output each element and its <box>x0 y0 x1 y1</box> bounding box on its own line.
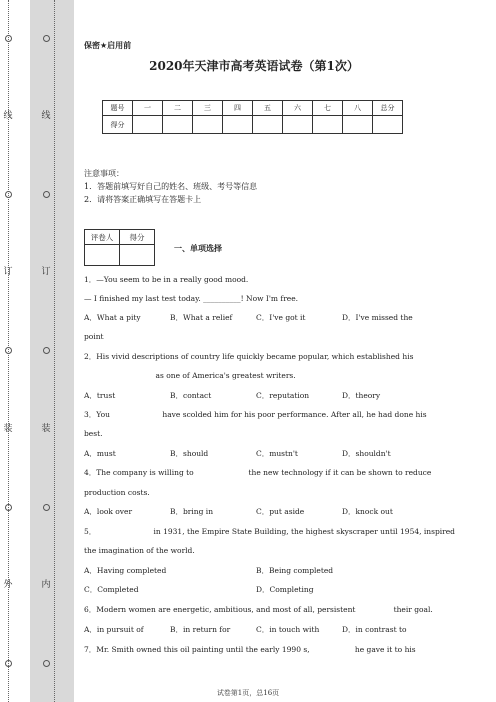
margin-char: 订 <box>41 267 51 278</box>
score-head-cell: 四 <box>223 101 253 116</box>
option-d[interactable]: D．Completing <box>256 585 314 594</box>
option-d[interactable]: D．shouldn't <box>342 449 391 458</box>
question-stem: 7．Mr. Smith owned this oil painting until the early 1990 s, he gave it to his <box>84 645 416 654</box>
section-title: 一、单项选择 <box>174 243 222 253</box>
question-stem: as one of America's greatest writers. <box>84 371 296 380</box>
margin-char: 订 <box>3 267 13 278</box>
grader-cell <box>85 245 120 266</box>
option-c[interactable]: C．put aside <box>256 507 305 516</box>
score-cell <box>133 116 163 134</box>
score-label: 得分 <box>120 230 155 245</box>
binding-hole-icon <box>43 347 50 354</box>
question-stem: best. <box>84 429 103 438</box>
option-b[interactable]: B．contact <box>170 391 212 400</box>
option-row <box>84 506 424 517</box>
score-head-cell: 六 <box>283 101 313 116</box>
margin-char: 线 <box>41 111 51 122</box>
score-cell <box>313 116 343 134</box>
binding-hole-icon <box>5 347 12 354</box>
option-a[interactable]: A．What a pity <box>84 313 141 322</box>
option-row <box>84 390 424 401</box>
question-stem: 6．Modern women are energetic, ambitious, and most of all, persistent their goal. <box>84 605 433 614</box>
score-cell <box>283 116 313 134</box>
margin-char: 外 <box>3 579 13 590</box>
score-cell <box>120 245 155 266</box>
option-b[interactable]: B．Being completed <box>256 566 334 575</box>
score-head-cell: 三 <box>193 101 223 116</box>
notes-item: 1．答题前填写好自己的姓名、班级、考号等信息 <box>84 182 258 191</box>
option-b[interactable]: B．should <box>170 449 209 458</box>
option-d[interactable]: D．theory <box>342 391 381 400</box>
notes-heading: 注意事项： <box>84 169 124 178</box>
option-d[interactable]: D．I've missed the <box>342 313 413 322</box>
score-head-cell: 二 <box>163 101 193 116</box>
margin-char: 内 <box>41 579 51 590</box>
option-b[interactable]: B．bring in <box>170 507 214 516</box>
question-stem: production costs. <box>84 488 150 497</box>
page-title: 2020年天津市高考英语试卷（第1次） <box>149 59 359 73</box>
question-stem: 5． in 1931, the Empire State Building, the highest skyscraper until 1954, inspired <box>84 527 455 536</box>
option-a[interactable]: A．must <box>84 449 116 458</box>
option-a[interactable]: A．trust <box>84 391 116 400</box>
page-footer: 试卷第1页，总16页 <box>216 689 280 697</box>
score-head-cell: 八 <box>343 101 373 116</box>
binding-hole-icon <box>43 191 50 198</box>
option-a[interactable]: A．Having completed <box>84 566 167 575</box>
score-head-cell: 七 <box>313 101 343 116</box>
binding-hole-icon <box>5 504 12 511</box>
binding-hole-icon <box>43 504 50 511</box>
question-stem: 1．—You seem to be in a really good mood. <box>84 275 249 284</box>
option-row <box>84 624 424 635</box>
notes-item: 2．请将答案正确填写在答题卡上 <box>84 195 202 204</box>
score-cell <box>373 116 403 134</box>
option-row <box>84 565 424 576</box>
binding-hole-icon <box>5 660 12 667</box>
binding-hole-icon <box>43 35 50 42</box>
option-c[interactable]: C．reputation <box>256 391 310 400</box>
score-head-cell: 题号 <box>103 101 133 116</box>
option-c[interactable]: C．Completed <box>84 585 139 594</box>
option-d[interactable]: D．knock out <box>342 507 393 516</box>
binding-margin-inner <box>30 0 74 702</box>
score-head-cell: 五 <box>253 101 283 116</box>
option-b[interactable]: B．What a relief <box>170 313 233 322</box>
score-head-cell: 一 <box>133 101 163 116</box>
grader-table <box>84 229 155 266</box>
option-c[interactable]: C．mustn't <box>256 449 298 458</box>
option-row <box>84 448 424 459</box>
binding-hole-icon <box>5 35 12 42</box>
option-row <box>84 584 424 595</box>
confidential-tag: 保密★启用前 <box>84 41 132 50</box>
binding-hole-icon <box>5 191 12 198</box>
question-stem: 2．His vivid descriptions of country life quickly became popular, which established his <box>84 352 414 361</box>
score-cell <box>193 116 223 134</box>
option-row <box>84 312 424 323</box>
option-c[interactable]: C．I've got it <box>256 313 306 322</box>
score-row-label: 得分 <box>103 116 133 134</box>
question-stem: point <box>84 332 104 341</box>
margin-char: 装 <box>41 423 51 434</box>
option-a[interactable]: A．look over <box>84 507 133 516</box>
binding-hole-icon <box>43 660 50 667</box>
question-stem: the imagination of the world. <box>84 546 195 555</box>
option-d[interactable]: D．in contrast to <box>342 625 407 634</box>
score-cell <box>223 116 253 134</box>
question-stem: 3．You have scolded him for his poor performance. After all, he had done his <box>84 410 427 419</box>
score-head-cell: 总分 <box>373 101 403 116</box>
option-c[interactable]: C．in touch with <box>256 625 320 634</box>
option-a[interactable]: A．in pursuit of <box>84 625 144 634</box>
option-b[interactable]: B．in return for <box>170 625 231 634</box>
score-cell <box>253 116 283 134</box>
score-cell <box>343 116 373 134</box>
score-cell <box>163 116 193 134</box>
margin-char: 线 <box>3 111 13 122</box>
grader-label: 评卷人 <box>85 230 120 245</box>
score-table <box>102 100 403 134</box>
question-stem: — I finished my last test today. __________! Now I'm free. <box>84 294 299 303</box>
notes <box>84 167 257 206</box>
question-stem: 4．The company is willing to the new technology if it can be shown to reduce <box>84 468 432 477</box>
margin-char: 装 <box>3 423 13 434</box>
